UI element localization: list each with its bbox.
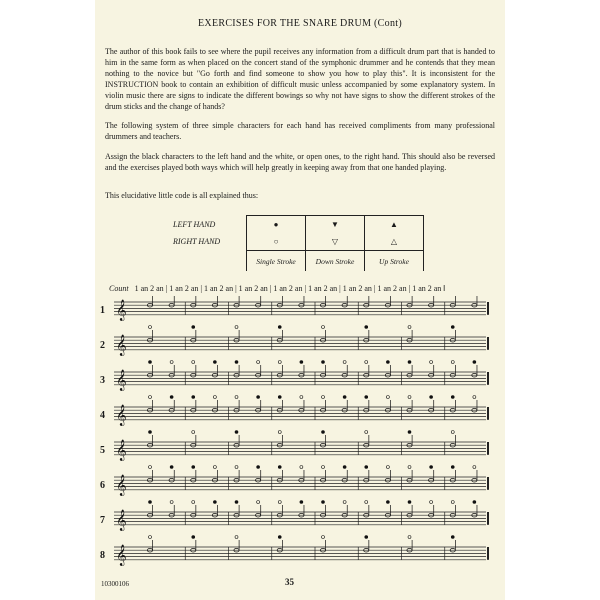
stroke-mark xyxy=(170,501,173,504)
staff xyxy=(114,466,488,497)
stroke-mark xyxy=(408,431,411,434)
stroke-mark xyxy=(235,396,238,399)
stroke-mark xyxy=(235,466,238,469)
treble-clef-icon: 𝄞 xyxy=(116,440,127,461)
stroke-code-table xyxy=(170,215,424,271)
catalog-code: 10300106 xyxy=(101,580,129,588)
stroke-mark xyxy=(257,361,260,364)
stroke-mark xyxy=(408,501,411,504)
stroke-mark xyxy=(343,396,346,399)
right-hand-label: RIGHT HAND xyxy=(173,237,221,247)
stroke-mark xyxy=(430,361,433,364)
staff xyxy=(114,501,488,532)
stroke-mark xyxy=(192,431,195,434)
single-stroke-label: Single Stroke xyxy=(247,251,306,272)
staff xyxy=(114,396,488,427)
stroke-mark xyxy=(473,361,476,364)
stroke-mark xyxy=(343,466,346,469)
staff-number: 6 xyxy=(100,480,105,491)
stroke-mark xyxy=(408,326,411,329)
stroke-mark xyxy=(235,326,238,329)
count-groups: 1 an 2 an | 1 an 2 an | 1 an 2 an | 1 an 2 an | 1 an 2 an | 1 an 2 an | 1 an 2 an | 1 an 2 an | 1 an 2 an ‖ xyxy=(134,284,446,293)
treble-clef-icon: 𝄞 xyxy=(116,545,127,566)
staff-number: 4 xyxy=(100,410,105,421)
stroke-mark xyxy=(278,326,281,329)
right-single-stroke-symbol: ○ xyxy=(247,233,306,251)
stroke-mark xyxy=(213,466,216,469)
count-row xyxy=(109,284,446,293)
stroke-mark xyxy=(451,396,454,399)
stroke-mark xyxy=(192,396,195,399)
stroke-mark xyxy=(235,361,238,364)
stroke-mark xyxy=(365,501,368,504)
stroke-mark xyxy=(430,501,433,504)
stroke-mark xyxy=(192,501,195,504)
treble-clef-icon: 𝄞 xyxy=(116,335,127,356)
stroke-mark xyxy=(300,466,303,469)
stroke-mark xyxy=(430,466,433,469)
stroke-mark xyxy=(365,431,368,434)
staff xyxy=(114,431,488,462)
staff-number: 7 xyxy=(100,515,105,526)
stroke-mark xyxy=(149,466,152,469)
staff-number: 5 xyxy=(100,445,105,456)
stroke-mark xyxy=(322,326,325,329)
staff xyxy=(114,361,488,392)
stroke-mark xyxy=(149,361,152,364)
music-page xyxy=(95,0,505,600)
stroke-mark xyxy=(170,361,173,364)
stroke-mark xyxy=(322,361,325,364)
stroke-mark xyxy=(213,361,216,364)
stroke-mark xyxy=(149,501,152,504)
stroke-mark xyxy=(451,431,454,434)
stroke-mark xyxy=(408,466,411,469)
stroke-mark xyxy=(257,396,260,399)
staff-number: 2 xyxy=(100,340,105,351)
stroke-mark xyxy=(257,466,260,469)
stroke-mark xyxy=(451,466,454,469)
stroke-mark xyxy=(278,361,281,364)
count-label: Count xyxy=(109,284,129,293)
stroke-mark xyxy=(192,326,195,329)
stroke-mark xyxy=(278,536,281,539)
stroke-mark xyxy=(408,361,411,364)
stroke-mark xyxy=(300,501,303,504)
stroke-mark xyxy=(473,501,476,504)
treble-clef-icon: 𝄞 xyxy=(116,370,127,391)
staff-number: 1 xyxy=(100,305,105,316)
stroke-mark xyxy=(322,466,325,469)
stroke-mark xyxy=(235,501,238,504)
stroke-mark xyxy=(278,466,281,469)
stroke-mark xyxy=(322,431,325,434)
stroke-mark xyxy=(278,431,281,434)
paragraph-assign: Assign the black characters to the left hand and the white, or open ones, to the right hand. This should also be reversed and the exercises played both ways which will help greatly in keeping away from that one handed playing. xyxy=(105,152,495,172)
stroke-mark xyxy=(343,501,346,504)
stroke-mark xyxy=(386,396,389,399)
stroke-mark xyxy=(213,501,216,504)
paragraph-code-intro: This elucidative little code is all explained thus: xyxy=(105,191,259,200)
stroke-mark xyxy=(408,396,411,399)
treble-clef-icon: 𝄞 xyxy=(116,405,127,426)
stroke-mark xyxy=(300,361,303,364)
left-up-stroke-symbol: ▲ xyxy=(365,216,424,234)
stroke-mark xyxy=(451,536,454,539)
right-down-stroke-symbol: ▽ xyxy=(306,233,365,251)
stroke-mark xyxy=(451,326,454,329)
stroke-mark xyxy=(235,536,238,539)
stroke-mark xyxy=(365,396,368,399)
up-stroke-label: Up Stroke xyxy=(365,251,424,272)
stroke-mark xyxy=(365,466,368,469)
stroke-mark xyxy=(386,361,389,364)
stroke-mark xyxy=(257,501,260,504)
stroke-mark xyxy=(386,466,389,469)
staff xyxy=(114,296,488,321)
stroke-mark xyxy=(451,501,454,504)
stroke-mark xyxy=(322,536,325,539)
left-single-stroke-symbol: ● xyxy=(247,216,306,234)
stroke-mark xyxy=(300,396,303,399)
stroke-mark xyxy=(430,396,433,399)
paragraph-intro: The author of this book fails to see where the pupil receives any information from a difficult drum part that is handed to him in the same form as when placed on the concert stand of the symphonic drummer and he contends that they mean nothing to the novice but "Go forth and find someone to show you how to play this". It is inconsistent for the INSTRUCTION book to contain an exhibition of difficult music unless accompanied by some explanatory system. In violin music there are signs to indicate the different bowings so why not have signs to show the different strokes of the drum sticks and the change of hands? xyxy=(105,47,495,111)
stroke-mark xyxy=(473,466,476,469)
stroke-mark xyxy=(365,536,368,539)
left-hand-label: LEFT HAND xyxy=(173,219,216,229)
page-title: EXERCISES FOR THE SNARE DRUM (Cont) xyxy=(198,18,402,29)
stroke-mark xyxy=(149,431,152,434)
down-stroke-label: Down Stroke xyxy=(306,251,365,272)
staff xyxy=(114,536,488,567)
staff-number: 3 xyxy=(100,375,105,386)
stroke-mark xyxy=(473,396,476,399)
stroke-mark xyxy=(365,361,368,364)
stroke-mark xyxy=(278,501,281,504)
staff-number: 8 xyxy=(100,550,105,561)
stroke-mark xyxy=(192,536,195,539)
stroke-mark xyxy=(170,466,173,469)
stroke-mark xyxy=(278,396,281,399)
stroke-mark xyxy=(451,361,454,364)
music-staves xyxy=(110,296,490,576)
stroke-mark xyxy=(322,501,325,504)
stroke-mark xyxy=(213,396,216,399)
stroke-mark xyxy=(192,466,195,469)
stroke-mark xyxy=(149,396,152,399)
paragraph-system: The following system of three simple characters for each hand has received compliments from many professional drummers and teachers. xyxy=(105,121,495,141)
treble-clef-icon: 𝄞 xyxy=(116,510,127,531)
stroke-mark xyxy=(170,396,173,399)
stroke-mark xyxy=(235,431,238,434)
stroke-mark xyxy=(343,361,346,364)
right-up-stroke-symbol: △ xyxy=(365,233,424,251)
treble-clef-icon: 𝄞 xyxy=(116,475,127,496)
stroke-mark xyxy=(149,326,152,329)
staff xyxy=(114,326,488,357)
stroke-mark xyxy=(365,326,368,329)
stroke-mark xyxy=(192,361,195,364)
stroke-mark xyxy=(386,501,389,504)
stroke-mark xyxy=(408,536,411,539)
left-down-stroke-symbol: ▼ xyxy=(306,216,365,234)
page-number: 35 xyxy=(285,577,294,587)
stroke-mark xyxy=(322,396,325,399)
treble-clef-icon: 𝄞 xyxy=(116,300,127,321)
stroke-mark xyxy=(149,536,152,539)
